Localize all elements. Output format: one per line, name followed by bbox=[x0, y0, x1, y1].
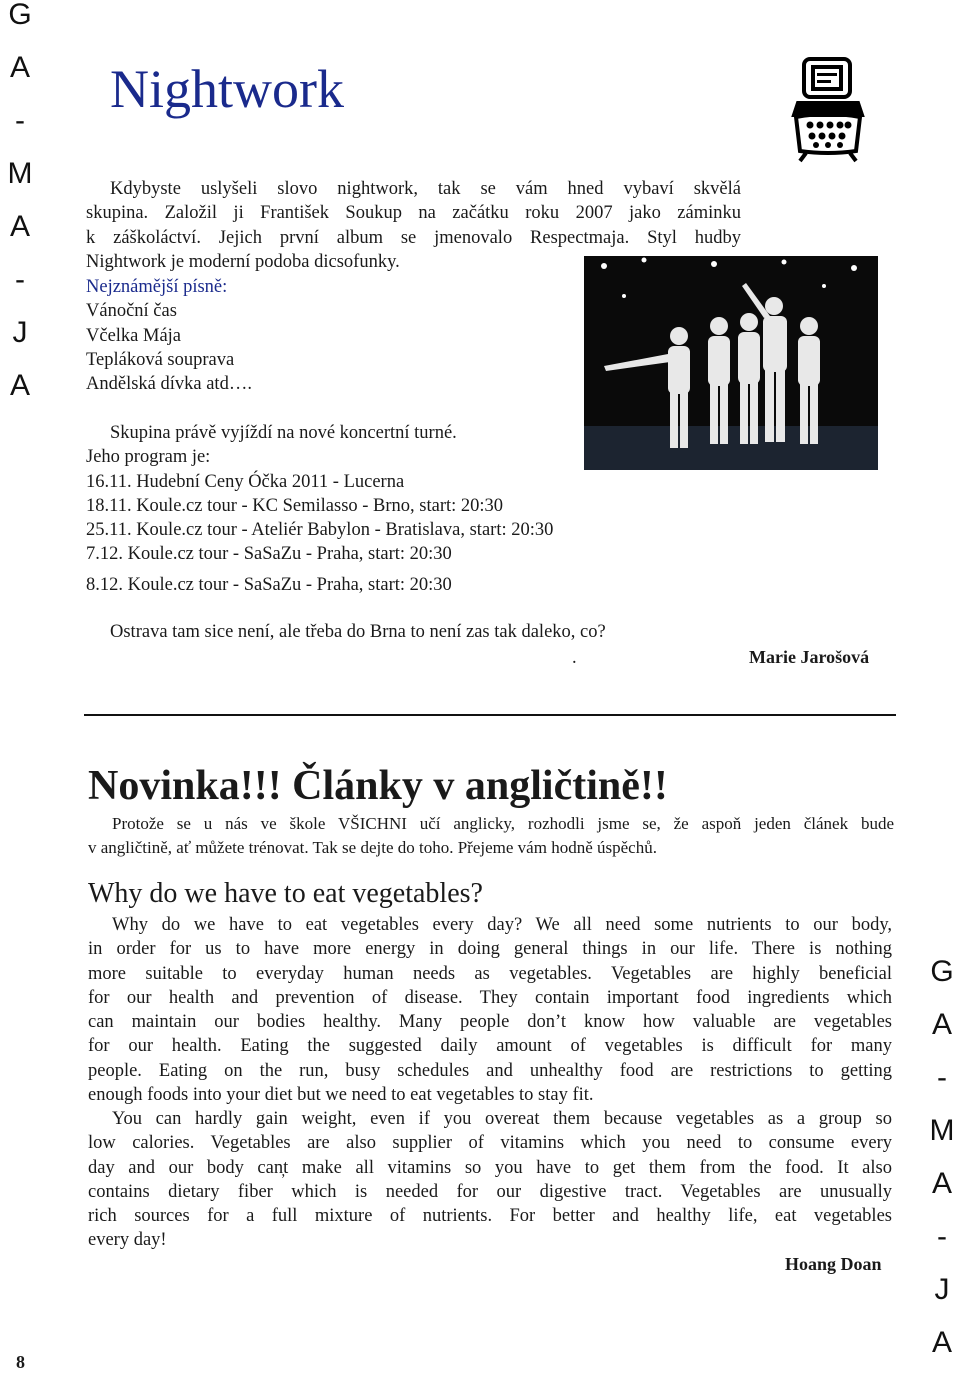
vegetables-line: enough foods into your diet but we need to eat vegetables to stay fit. bbox=[88, 1085, 594, 1106]
news-line: Protože se u nás ve škole VŠICHNI učí anglicky, rozhodli jsme se, že aspoň jeden článek bude bbox=[112, 814, 894, 833]
sidebar-letter: A bbox=[931, 1167, 952, 1200]
program-item: 7.12. Koule.cz tour - SaSaZu - Praha, start: 20:30 bbox=[86, 544, 452, 565]
closing-line: Ostrava tam sice není, ale třeba do Brna to není zas tak daleko, co? bbox=[110, 622, 606, 642]
vegetables-line: every day! bbox=[88, 1230, 167, 1251]
intro-line: skupina. Založil ji František Soukup na začátku roku 2007 jako záminku bbox=[86, 203, 741, 224]
vegetables-line: can maintain our bodies healthy. Many people don’t know how valuable are vegetables bbox=[88, 1012, 892, 1033]
song-item: Vánoční čas bbox=[86, 301, 177, 322]
vegetables-paragraph-2 bbox=[88, 1107, 892, 1253]
intro-line: Kdybyste uslyšeli slovo nightwork, tak se vám hned vybaví skvělá bbox=[110, 179, 741, 199]
song-item: Andělská dívka atd…. bbox=[86, 374, 252, 395]
sidebar-letter: M bbox=[929, 1114, 955, 1147]
song-item: Tepláková souprava bbox=[86, 349, 235, 370]
vegetables-heading: Why do we have to eat vegetables? bbox=[88, 878, 483, 909]
song-item: Včelka Mája bbox=[86, 325, 182, 346]
closing-dot: . bbox=[572, 648, 577, 668]
vegetables-line: people. Eating on the run, busy schedules and unhealthy food are restrictions to getting bbox=[88, 1060, 892, 1081]
songs-heading: Nejznámější písně: bbox=[86, 277, 228, 297]
sidebar-letter: - bbox=[937, 1220, 947, 1253]
intro-line: Nightwork je moderní podoba dicsofunky. bbox=[86, 251, 400, 272]
vegetables-line: low calories. Vegetables are also supplier of vitamins which you need to consume every bbox=[88, 1133, 892, 1154]
sidebar-letters-right bbox=[922, 945, 960, 1369]
section-divider bbox=[84, 714, 896, 716]
sidebar-letter: A bbox=[931, 1008, 952, 1041]
program-label: Jeho program je: bbox=[86, 447, 211, 468]
sidebar-letters-left bbox=[0, 0, 40, 412]
sidebar-letter: - bbox=[15, 104, 25, 137]
vegetables-line: You can hardly gain weight, even if you overeat them because vegetables as a group so bbox=[112, 1109, 892, 1129]
sidebar-letter: - bbox=[937, 1061, 947, 1094]
band-photo bbox=[584, 256, 878, 470]
vegetables-line: for our health and prevention of disease. They contain important food ingredients which bbox=[88, 987, 892, 1008]
vegetables-line: rich sources for a full mixture of nutrients. For better and healthy life, eat vegetables bbox=[88, 1206, 892, 1227]
sidebar-letter: A bbox=[9, 51, 30, 84]
vegetables-line: Why do we have to eat vegetables every day? We all need some nutrients to our body, bbox=[112, 915, 892, 935]
program-item: 25.11. Koule.cz tour - Ateliér Babylon - Bratislava, start: 20:30 bbox=[86, 520, 554, 541]
sidebar-letter: J bbox=[12, 316, 28, 349]
sidebar-letter: M bbox=[7, 157, 33, 190]
sidebar-letter: A bbox=[931, 1326, 952, 1359]
news-heading: Novinka!!! Články v angličtině!! bbox=[88, 763, 668, 809]
sidebar-letter: G bbox=[8, 0, 32, 31]
page-number: 8 bbox=[16, 1352, 25, 1372]
vegetables-line: more suitable to everyday human needs as vegetables. Vegetables are highly beneficial bbox=[88, 963, 892, 984]
article-title: Nightwork bbox=[110, 59, 344, 119]
program-item: 16.11. Hudební Ceny Óčka 2011 - Lucerna bbox=[86, 471, 405, 492]
intro-line: k záškoláctví. Jejich první album se jmenovalo Respectmaja. Styl hudby bbox=[86, 227, 741, 248]
vegetables-line: day and our body can̦t make all vitamins so you have to get them from the food. It also bbox=[88, 1157, 892, 1178]
sidebar-letter: G bbox=[930, 955, 954, 988]
program-item: 8.12. Koule.cz tour - SaSaZu - Praha, start: 20:30 bbox=[86, 574, 452, 595]
tour-section bbox=[86, 421, 553, 597]
vegetables-author: Hoang Doan bbox=[785, 1254, 882, 1274]
sidebar-letter: - bbox=[15, 263, 25, 296]
author-signature: Marie Jarošová bbox=[749, 647, 870, 667]
tour-intro: Skupina právě vyjíždí na nové koncertní turné. bbox=[110, 423, 457, 443]
vegetables-paragraph-1 bbox=[88, 913, 892, 1107]
news-paragraph bbox=[88, 812, 894, 860]
sidebar-letter: J bbox=[934, 1273, 950, 1306]
sidebar-letter: A bbox=[9, 369, 30, 402]
news-line: v angličtině, ať můžete trénovat. Tak se dejte do toho. Přejeme vám hodně úspěchů. bbox=[88, 838, 657, 857]
program-item: 18.11. Koule.cz tour - KC Semilasso - Brno, start: 20:30 bbox=[86, 495, 504, 516]
typewriter-icon bbox=[790, 55, 866, 163]
vegetables-line: contains dietary fiber which is needed for our digestive tract. Vegetables are unusually bbox=[88, 1181, 892, 1202]
vegetables-line: for our health. Eating the suggested daily amount of vegetables is difficult for many bbox=[88, 1036, 892, 1057]
songs-list bbox=[86, 275, 252, 396]
sidebar-letter: A bbox=[9, 210, 30, 243]
vegetables-line: in order for us to have more energy in doing general things in our life. There is nothing bbox=[88, 939, 892, 960]
